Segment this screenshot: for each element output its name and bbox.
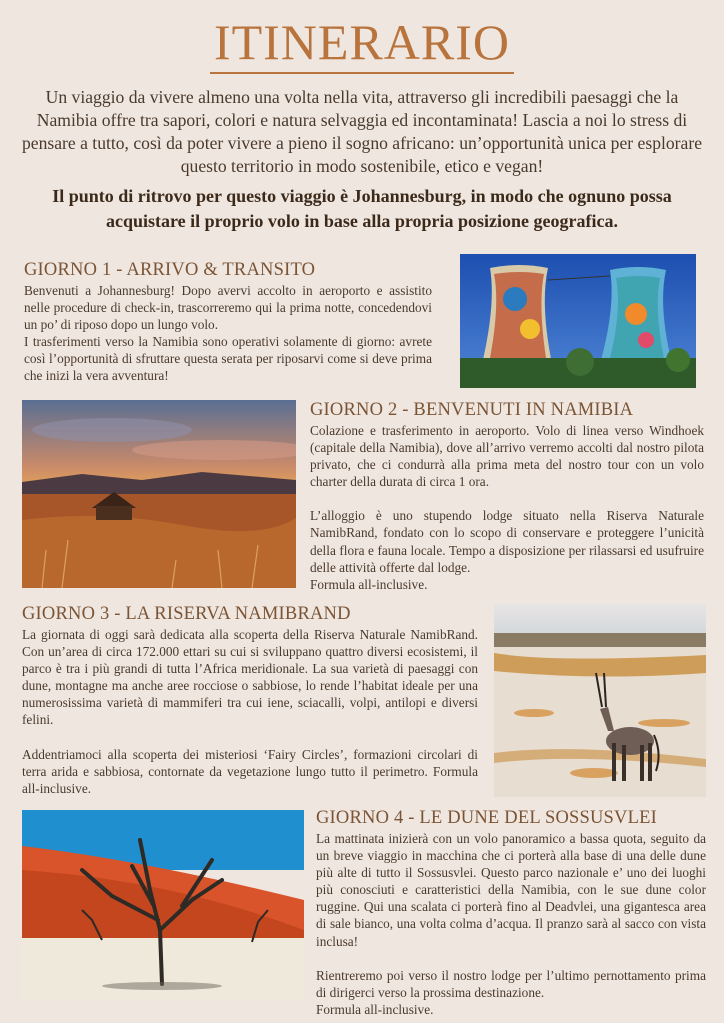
day-2-paragraph-1: Colazione e trasferimento in aeroporto. Volo di linea verso Windhoek (capitale della Namibia), dove all’arrivo verremo accolti dal nostro pilota privato, che ci condurrà alla prima meta del nostro tour con un volo charter della durata di circa 1 ora.	[310, 423, 704, 490]
day-4-title: GIORNO 4 - LE DUNE DEL SOSSUSVLEI	[316, 808, 657, 828]
day-4-paragraph-2: Rientreremo poi verso il nostro lodge per l’ultimo pernottamento prima di dirigerci verso la prossima destinazione.	[316, 967, 706, 1000]
page-title: ITINERARIO	[0, 14, 724, 70]
day-2-title: GIORNO 2 - BENVENUTI IN NAMIBIA	[310, 400, 634, 420]
day-3-text	[22, 626, 478, 797]
intro-text: Un viaggio da vivere almeno una volta nella vita, attraverso gli incredibili paesaggi che la Namibia offre tra sapori, colori e natura selvaggia ed incontaminata! Lascia a noi lo stress di pensare a tutto, così da poter vivere a pieno il sogno africano: un’opportunità unica per esplorare questo territorio in modo sostenibile, etico e vegan!	[21, 87, 703, 176]
day-1-photo-cooling-towers	[460, 254, 696, 388]
day-1-text	[24, 282, 432, 385]
day-4-text	[316, 830, 706, 1018]
day-1-title: GIORNO 1 - ARRIVO & TRANSITO	[24, 260, 316, 280]
day-2-paragraph-2: L’alloggio è uno stupendo lodge situato nella Riserva Naturale NamibRand, fondato con lo scopo di conservare e proteggere l’unicità della flora e fauna locale. Tempo a disposizione per rilassarsi ed usufruire delle attività offerte dal lodge.	[310, 508, 704, 575]
day-4-paragraph-3: Formula all-inclusive.	[316, 1001, 434, 1017]
day-4-photo-deadvlei	[22, 810, 304, 1000]
day-2-text	[310, 422, 704, 593]
day-3-photo-oryx	[494, 603, 706, 797]
day-1-paragraph-2: I trasferimenti verso la Namibia sono operativi solamente di giorno: avrete così l’opportunità di sfruttare questa serata per riposarvi come si deve prima che inizi la vera avventura!	[24, 334, 432, 384]
day-1-paragraph-1: Benvenuti a Johannesburg! Dopo avervi accolto in aeroporto e assistito nelle procedure di check-in, trascorreremo qui la prima notte, concedendovi un po’ di riposo dopo un lungo volo.	[24, 283, 432, 333]
day-3-title: GIORNO 3 - LA RISERVA NAMIBRAND	[22, 604, 351, 624]
day-4-paragraph-1: La mattinata inizierà con un volo panoramico a bassa quota, seguito da un breve viaggio in macchina che ci porterà alla base di una delle dune più alte di tutto il Sossusvlei. Questo parco nazionale e’ uno dei luoghi più conosciuti e caratteristici della Namibia, con le sue dune color ruggine. Qui una scalata ci porterà fino al Deadvlei, una gigantesca area di sale bianco, una volta colma d’acqua. Il pranzo sarà al sacco con vista inclusa!	[316, 831, 706, 949]
day-3-paragraph-1: La giornata di oggi sarà dedicata alla scoperta della Riserva Naturale NamibRand. Con un’area di circa 172.000 ettari su cui si sviluppano quattro diversi ecosistemi, il parco è tra i più grandi di tutta l’Africa meridionale. La sua varietà di paesaggi con dune, montagne ma anche aree rocciose o sabbiose, lo rende l’habitat ideale per una numerosissima varietà di mammiferi tra cui iene, sciacalli, volpi, antilopi e diversi felini.	[22, 627, 478, 728]
day-2-paragraph-3: Formula all-inclusive.	[310, 576, 428, 592]
day-3-paragraph-2: Addentriamoci alla scoperta dei misteriosi ‘Fairy Circles’, formazioni circolari di terra arida e sabbiosa, contornate da vegetazione lungo tutto il perimetro. Formula all-inclusive.	[22, 746, 478, 796]
day-2-photo-lodge-sunset	[22, 400, 296, 588]
meeting-point-text: Il punto di ritrovo per questo viaggio è Johannesburg, in modo che ognuno possa acquistare il proprio volo in base alla propria posizione geografica.	[52, 186, 672, 231]
